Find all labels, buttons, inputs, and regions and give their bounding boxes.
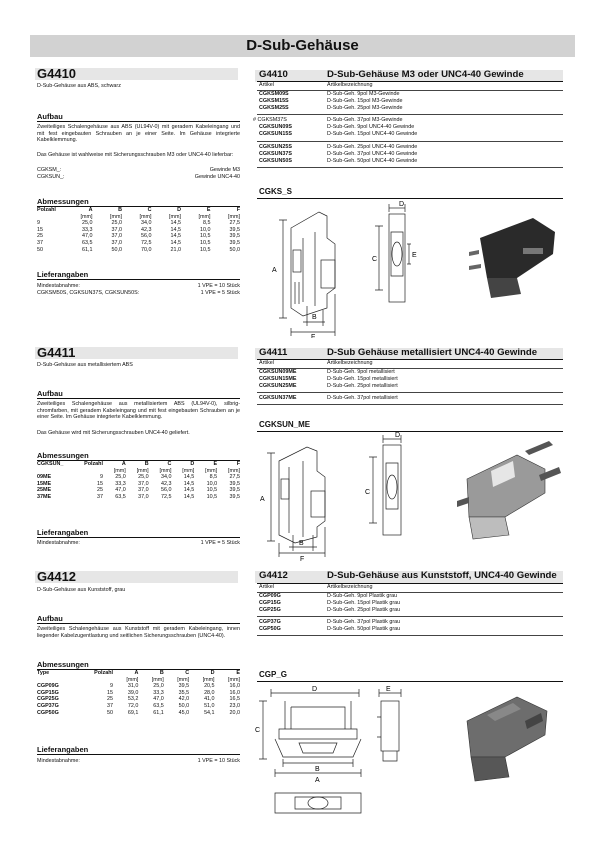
divider	[257, 392, 563, 393]
list-item: CGKSUN25ME	[259, 383, 297, 389]
dims-heading-g4411: Abmessungen	[37, 451, 89, 460]
table-row: 25 47,0 37,0 56,0 14,5 10,5 39,5	[37, 233, 240, 240]
dim-label-e: E	[386, 686, 391, 693]
divider	[37, 754, 240, 755]
list-item: D-Sub-Geh. 9pol metallisiert	[327, 369, 395, 375]
delivery-value: 1 VPE = 10 Stück	[197, 283, 240, 289]
section-subtitle-g4411: D-Sub-Gehäuse aus metallisiertem ABS	[37, 362, 133, 368]
section-subtitle-g4412: D-Sub-Gehäuse aus Kunststoff, grau	[37, 587, 126, 593]
delivery-label: Mindestabnahme:	[37, 283, 80, 289]
option-code: CGKSM_:	[37, 167, 62, 173]
delivery-heading-g4412: Lieferangaben	[37, 745, 89, 754]
option-desc: Gewinde UNC4-40	[194, 174, 240, 180]
section-code-g4412: G4412	[37, 569, 77, 584]
technical-drawing-cgp-g	[255, 681, 565, 831]
list-item: CGKSUN37ME	[259, 395, 297, 401]
table-row: 25ME 25 47,0 37,0 56,0 14,5 10,5 39,5	[37, 487, 240, 494]
dims-table-g4411: CGKSUN_ Polzahl A B C D E F [mm] [mm] [mm] [mm] [mm] [mm] 09ME 9 25,0 25,0 34,0 14,5 8,5 27,5 15ME 15 33,3 37,0 42,3 14,5 10,0 39,5 25ME 25 47,0 37,0 56,0 14,5 10,5 39,5 37ME 37 63,5 37,0 72,5 14,5 10,5 39,5	[37, 461, 240, 500]
dims-table-g4412: Type Polzahl A B C D E [mm] [mm] [mm] [mm] [mm] CGP09G 9 31,0 25,0 39,5 20,5 16,0 CGP15G 15 39,0 33,3 35,5 28,0 16,0 CGP25G 25 53,2 47,0 42,0 41,0 16,5 CGP37G 37 72,0 63,5 50,0 51,0 23,0 CGP50G 50 69,1 61,1 45,0 54,1 20,0	[37, 670, 240, 716]
dim-label-b: B	[315, 766, 320, 773]
table-row: CGP09G 9 31,0 25,0 39,5 20,5 16,0	[37, 683, 240, 690]
divider	[257, 141, 563, 142]
list-item: D-Sub-Geh. 25pol M3-Gewinde	[327, 105, 403, 111]
list-item: D-Sub-Geh. 9pol UNC4-40 Gewinde	[327, 124, 415, 130]
dim-label-f: F	[300, 556, 305, 561]
dim-label-a: A	[260, 496, 265, 503]
list-item: CGKSUN25S	[259, 144, 292, 150]
divider	[257, 635, 563, 636]
list-item: CGKSUN37S	[259, 151, 292, 157]
table-row: 9 25,0 25,0 34,0 14,5 8,5 27,5	[37, 220, 240, 227]
table-row: CGP37G 37 72,0 63,5 50,0 51,0 23,0	[37, 702, 240, 709]
divider	[257, 583, 563, 584]
divider	[37, 279, 240, 280]
list-item: CGP50G	[259, 626, 281, 632]
right-code-g4412: G4412	[259, 570, 288, 581]
technical-drawing-cgksun-me	[255, 431, 565, 561]
list-item: D-Sub-Geh. 25pol UNC4-40 Gewinde	[327, 144, 418, 150]
divider	[257, 114, 563, 115]
table-row: 15ME 15 33,3 37,0 42,3 14,5 10,0 39,5	[37, 480, 240, 487]
delivery-label: CGKSM50S, CGKSUN37S, CGKSUN50S:	[37, 290, 140, 296]
table-row: 09ME 9 25,0 25,0 34,0 14,5 8,5 27,5	[37, 474, 240, 481]
dim-label-a: A	[315, 777, 320, 784]
list-item: D-Sub-Geh. 15pol Plastik grau	[327, 600, 401, 606]
delivery-value: 1 VPE = 10 Stück	[197, 758, 240, 764]
col-desc: Artikelbezeichnung	[327, 360, 373, 366]
table-row: CGP50G 50 69,1 61,1 45,0 54,1 20,0	[37, 709, 240, 716]
aufbau-text-g4412: Zweiteiliges Schalengehäuse aus Kunststoff mit geradem Kabeleingang, innen liegender Kabelzugentlastung und seitlichen Sicherungsschrauben (UNC4-40).	[37, 626, 240, 639]
extra-text-g4410: Das Gehäuse ist wahlweise mit Sicherungsschrauben M3 oder UNC4-40 lieferbar:	[37, 152, 234, 158]
list-item: D-Sub-Geh. 25pol Plastik grau	[327, 607, 401, 613]
list-item: D-Sub-Geh. 37pol Plastik grau	[327, 619, 401, 625]
delivery-label: Mindestabnahme:	[37, 540, 80, 546]
delivery-value: 1 VPE = 5 Stück	[200, 290, 240, 296]
option-code: CGKSUN_:	[37, 174, 65, 180]
list-item: CGKSM09S	[259, 91, 289, 97]
dim-label-e: E	[412, 252, 417, 259]
list-item: CGKSUN15S	[259, 131, 292, 137]
divider	[257, 368, 563, 369]
divider	[257, 81, 563, 82]
divider	[37, 537, 240, 538]
dims-heading-g4412: Abmessungen	[37, 660, 89, 669]
table-row: CGP25G 25 53,2 47,0 42,0 41,0 16,5	[37, 696, 240, 703]
right-code-g4411: G4411	[259, 347, 288, 358]
page-title-bar	[30, 35, 575, 57]
right-code-g4410: G4410	[259, 69, 288, 80]
aufbau-text-g4411: Zweiteiliges Schalengehäuse aus metallisiertem ABS (UL94V-0), silbrig-chromfarben, mit geradem Kabeleingang und mit fest eingebauten Schrauben an je einer Seite. Im Gehäuse integrierte Kabelklemmung.	[37, 401, 240, 421]
table-row: CGP15G 15 39,0 33,3 35,5 28,0 16,0	[37, 689, 240, 696]
dim-label-a: A	[272, 267, 277, 274]
delivery-heading-g4410: Lieferangaben	[37, 270, 89, 279]
delivery-label: Mindestabnahme:	[37, 758, 80, 764]
list-item: CGP37G	[259, 619, 281, 625]
divider	[37, 623, 240, 624]
list-item: CGKSUN50S	[259, 158, 292, 164]
dims-heading-g4410: Abmessungen	[37, 197, 89, 206]
list-item: D-Sub-Geh. 9pol Plastik grau	[327, 593, 398, 599]
list-item: CGP25G	[259, 607, 281, 613]
list-item: CGKSUN09ME	[259, 369, 297, 375]
col-desc: Artikelbezeichnung	[327, 584, 373, 590]
technical-drawing-cgks-s	[255, 198, 565, 338]
list-item: D-Sub-Geh. 37pol metallisiert	[327, 395, 398, 401]
product-photo-cgksun-me	[457, 441, 561, 539]
dims-table-g4410: Polzahl A B C D E F [mm] [mm] [mm] [mm] [mm] [mm] 9 25,0 25,0 34,0 14,5 8,5 27,5 15 33,3 37,0 42,3 14,5 10,0 39,5 25 47,0 37,0 56,0 14,5 10,5 39,5 37 63,5 37,0 72,5 14,5 10,5 39,5 50 61,1 50,0 70,0 21,0 10,5 50,0	[37, 207, 240, 253]
drawing-label-g4410: CGKS_S	[259, 187, 292, 196]
section-code-g4411: G4411	[37, 345, 76, 360]
section-code-g4410: G4410	[37, 66, 77, 81]
option-desc: Gewinde M3	[209, 167, 240, 173]
dim-label-c: C	[255, 727, 261, 734]
list-item: D-Sub-Geh. 37pol M3-Gewinde	[327, 117, 403, 123]
list-item: D-Sub-Geh. 37pol UNC4-40 Gewinde	[327, 151, 418, 157]
drawing-label-g4411: CGKSUN_ME	[259, 420, 311, 429]
divider	[257, 359, 563, 360]
aufbau-heading-g4411: Aufbau	[37, 389, 63, 398]
list-item: CGKSUN15ME	[259, 376, 297, 382]
list-item: D-Sub-Geh. 15pol UNC4-40 Gewinde	[327, 131, 418, 137]
list-item: # CGKSM37S	[253, 117, 287, 123]
divider	[37, 121, 240, 122]
divider	[257, 90, 563, 91]
delivery-value: 1 VPE = 5 Stück	[200, 540, 240, 546]
list-item: D-Sub-Geh. 50pol Plastik grau	[327, 626, 401, 632]
table-row: 37ME 37 63,5 37,0 72,5 14,5 10,5 39,5	[37, 493, 240, 500]
col-artikel: Artikel	[259, 360, 274, 366]
list-item: D-Sub-Geh. 15pol metallisiert	[327, 376, 398, 382]
col-desc: Artikelbezeichnung	[327, 82, 373, 88]
list-item: CGKSM25S	[259, 105, 289, 111]
right-title-g4411: D-Sub Gehäuse metallisiert UNC4-40 Gewinde	[327, 347, 538, 358]
aufbau-heading-g4410: Aufbau	[37, 112, 63, 121]
dim-label-d: D	[399, 201, 405, 208]
table-row: 37 63,5 37,0 72,5 14,5 10,5 39,5	[37, 239, 240, 246]
dim-label-b: B	[299, 540, 304, 547]
right-title-g4412: D-Sub-Gehäuse aus Kunststoff, UNC4-40 Gewinde	[327, 570, 557, 581]
table-row: 50 61,1 50,0 70,0 21,0 10,5 50,0	[37, 246, 240, 253]
dim-label-d: D	[312, 686, 318, 693]
list-item: CGKSM15S	[259, 98, 289, 104]
dim-label-c: C	[372, 256, 378, 263]
divider	[37, 398, 240, 399]
dim-label-f: F	[311, 334, 316, 338]
divider	[257, 167, 563, 168]
extra-text-g4411: Das Gehäuse wird mit Sicherungsschrauben UNC4-40 geliefert.	[37, 430, 190, 436]
divider	[257, 616, 563, 617]
product-photo-cgp-g	[467, 697, 547, 781]
page-title: D-Sub-Gehäuse	[246, 37, 359, 54]
aufbau-text-g4410: Zweiteiliges Schalengehäuse aus ABS (UL94V-0) mit geradem Kabeleingang und mit fest eingebauten Schrauben an je einer Seite. Im Gehäuse integrierte Kabelklemmung.	[37, 124, 240, 144]
divider	[257, 404, 563, 405]
list-item: D-Sub-Geh. 50pol UNC4-40 Gewinde	[327, 158, 418, 164]
divider	[257, 592, 563, 593]
dim-label-c: C	[365, 489, 371, 496]
col-artikel: Artikel	[259, 82, 274, 88]
col-artikel: Artikel	[259, 584, 274, 590]
list-item: D-Sub-Geh. 25pol metallisiert	[327, 383, 398, 389]
list-item: D-Sub-Geh. 15pol M3-Gewinde	[327, 98, 403, 104]
list-item: CGP09G	[259, 593, 281, 599]
dim-label-d: D	[395, 432, 401, 439]
section-subtitle-g4410: D-Sub-Gehäuse aus ABS, schwarz	[37, 83, 121, 89]
product-photo-cgks-s	[469, 218, 555, 298]
delivery-heading-g4411: Lieferangaben	[37, 528, 89, 537]
right-title-g4410: D-Sub-Gehäuse M3 oder UNC4-40 Gewinde	[327, 69, 524, 80]
dim-label-b: B	[312, 314, 317, 321]
aufbau-heading-g4412: Aufbau	[37, 614, 63, 623]
table-row: 15 33,3 37,0 42,3 14,5 10,0 39,5	[37, 226, 240, 233]
drawing-label-g4412: CGP_G	[259, 670, 288, 679]
list-item: D-Sub-Geh. 9pol M3-Gewinde	[327, 91, 400, 97]
list-item: CGKSUN09S	[259, 124, 292, 130]
list-item: CGP15G	[259, 600, 281, 606]
